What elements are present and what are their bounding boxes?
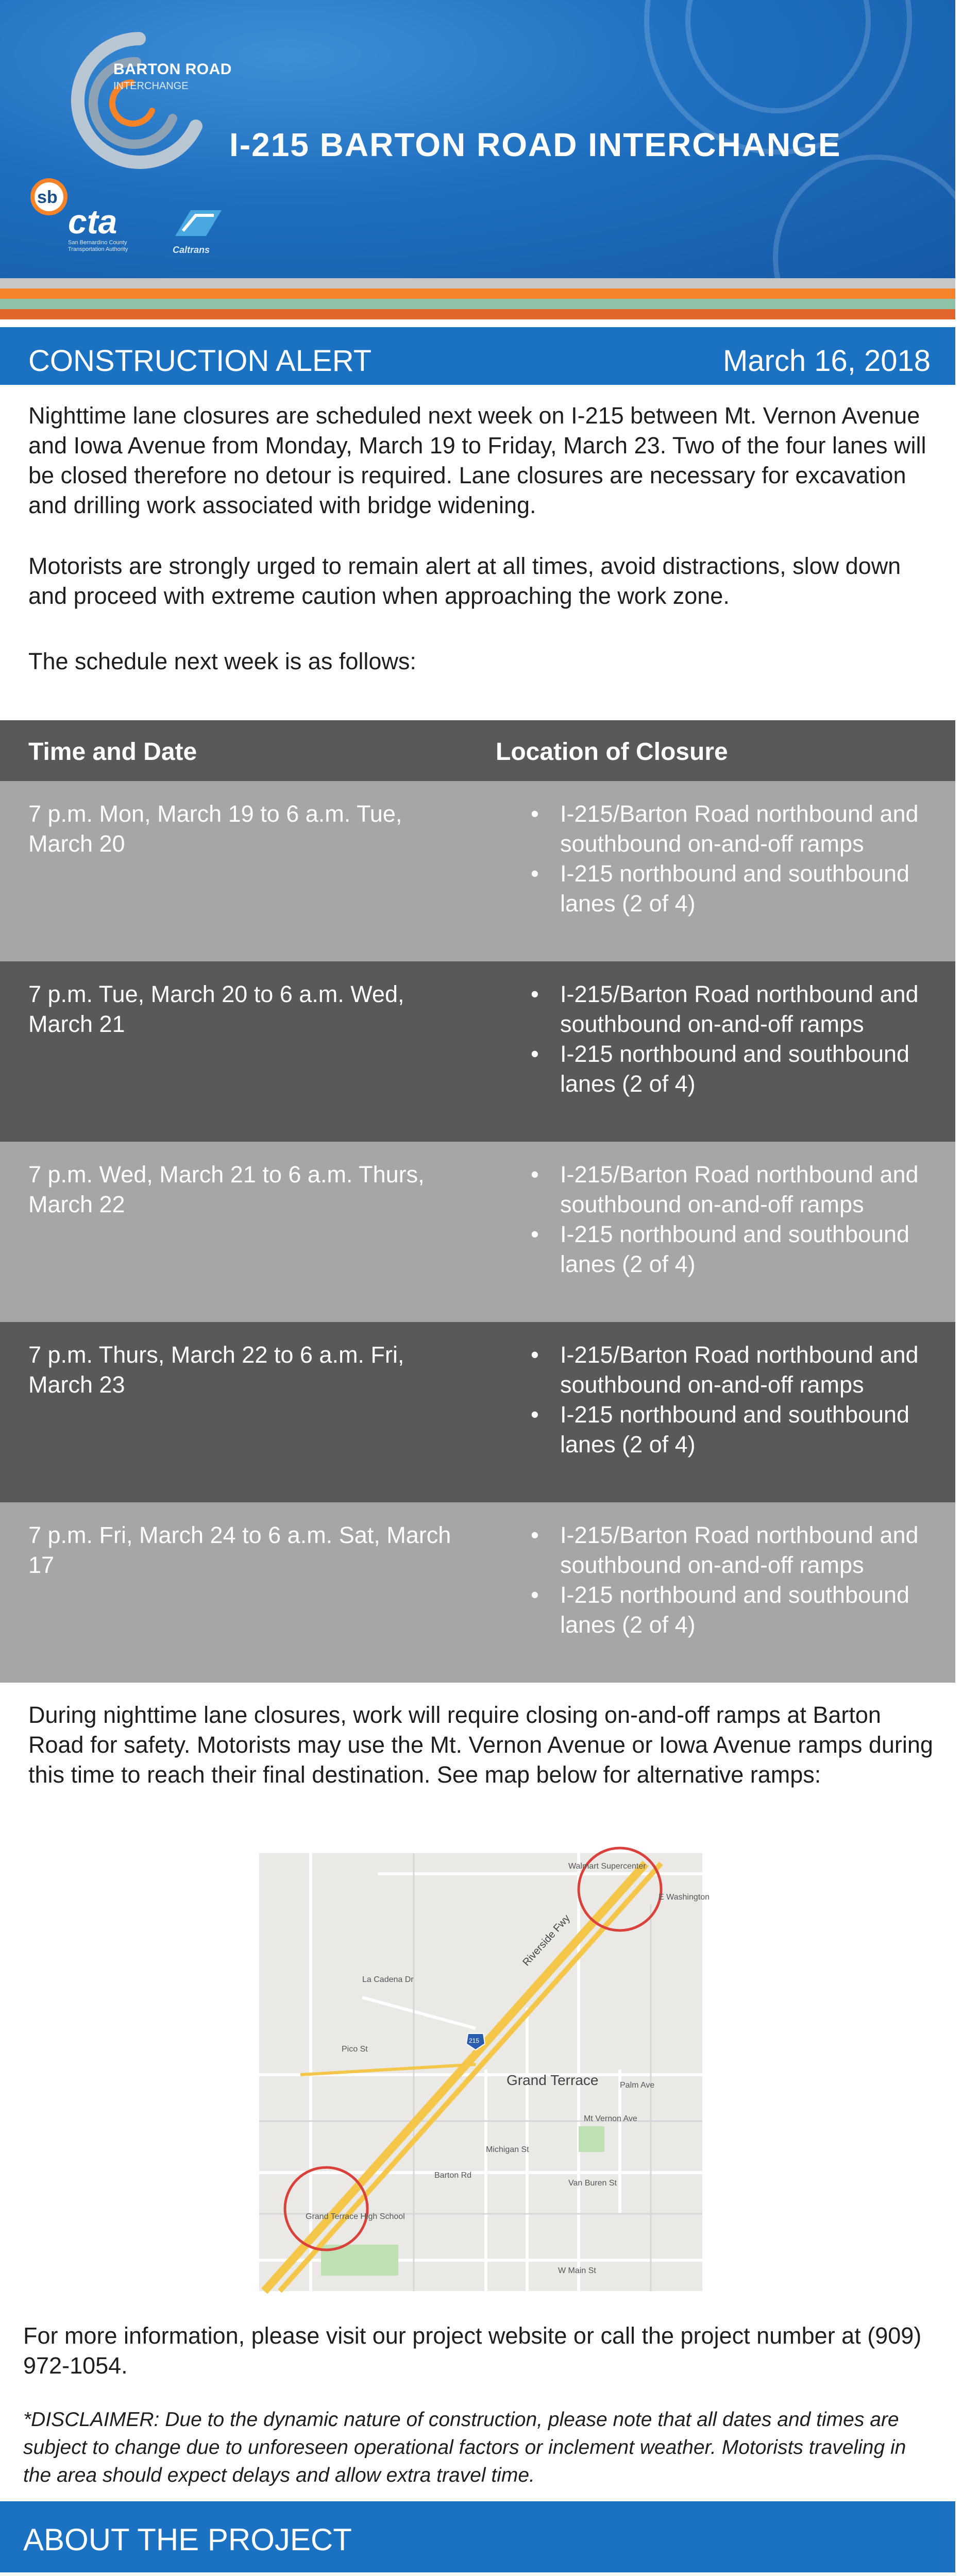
map-label-washington: E Washington: [659, 1893, 710, 1902]
alert-date: March 16, 2018: [722, 344, 931, 378]
location-item: • I-215 northbound and southbound lanes (2 of 4): [531, 1039, 933, 1099]
disclaimer-text: *DISCLAIMER: Due to the dynamic nature of construction, please note that all dates and times are subject to change due to unforeseen operational factors or inclement weather. Motorists traveling in the area should expect delays and allow extra travel time.: [23, 2409, 906, 2486]
map-label-van-buren: Van Buren St: [568, 2179, 617, 2188]
intro-paragraph-1: Nighttime lane closures are scheduled next week on I-215 between Mt. Vernon Avenue and Iowa Avenue from Monday, March 19 to Friday, March 23. Two of the four lanes will be closed therefore no detour is required. Lane closures are necessary for excavation and drilling work associated with bridge widening.: [28, 402, 926, 518]
location-item: • I-215 northbound and southbound lanes (2 of 4): [531, 1580, 933, 1640]
row-time: 7 p.m. Mon, March 19 to 6 a.m. Tue, March 20: [28, 801, 402, 857]
closure-note: During nighttime lane closures, work will require closing on-and-off ramps at Barton Road for safety. Motorists may use the Mt. Vernon Avenue or Iowa Avenue ramps during this time to reach their final destination. See map below for alternative ramps:: [28, 1702, 933, 1788]
table-row: [0, 961, 955, 1142]
location-item: • I-215 northbound and southbound lanes (2 of 4): [531, 859, 933, 919]
table-row: [0, 1142, 955, 1322]
location-item: • I-215/Barton Road northbound and southbound on-and-off ramps: [531, 1340, 933, 1400]
location-item: • I-215/Barton Road northbound and southbound on-and-off ramps: [531, 1520, 933, 1580]
row-locations: [531, 1340, 933, 1460]
row-locations: [531, 1520, 933, 1640]
header-location: Location of Closure: [496, 738, 728, 766]
map-label-michigan: Michigan St: [486, 2145, 529, 2154]
row-time: 7 p.m. Thurs, March 22 to 6 a.m. Fri, March 23: [28, 1342, 404, 1398]
map-shield-label: 215: [469, 2037, 480, 2044]
row-time: 7 p.m. Wed, March 21 to 6 a.m. Thurs, March 22: [28, 1161, 425, 1217]
row-locations: [531, 979, 933, 1099]
logo-title: BARTON ROAD: [113, 61, 232, 78]
intro-paragraph-3: The schedule next week is as follows:: [28, 648, 416, 674]
location-item: • I-215 northbound and southbound lanes (2 of 4): [531, 1219, 933, 1279]
location-item: • I-215/Barton Road northbound and southbound on-and-off ramps: [531, 1160, 933, 1219]
map-label-pico: Pico St: [342, 2045, 368, 2054]
location-item: • I-215 northbound and southbound lanes (2 of 4): [531, 1400, 933, 1460]
caltrans-wordmark: Caltrans: [173, 245, 210, 255]
map-label-mt-vernon: Mt Vernon Ave: [584, 2114, 637, 2123]
row-locations: [531, 799, 933, 919]
map-label-grand-terrace: Grand Terrace: [507, 2072, 599, 2088]
table-row: [0, 1502, 955, 1683]
location-item: • I-215/Barton Road northbound and southbound on-and-off ramps: [531, 799, 933, 859]
page-title: I-215 BARTON ROAD INTERCHANGE: [229, 126, 841, 163]
about-title: ABOUT THE PROJECT: [23, 2522, 352, 2557]
map-label-school: Grand Terrace High School: [306, 2212, 405, 2221]
intro-paragraph-2: Motorists are strongly urged to remain alert at all times, avoid distractions, slow down and proceed with extreme caution when approaching the work zone.: [28, 553, 901, 609]
header-time-date: Time and Date: [28, 738, 197, 766]
map-label-walmart: Walmart Supercenter: [568, 1862, 646, 1871]
row-time: 7 p.m. Fri, March 24 to 6 a.m. Sat, March 17: [28, 1522, 451, 1578]
table-row: [0, 781, 955, 961]
map-label-main-st: W Main St: [558, 2266, 596, 2275]
about-bar: [0, 2501, 955, 2572]
map-label-barton-rd: Barton Rd: [434, 2171, 472, 2180]
row-locations: [531, 1160, 933, 1279]
alternative-ramps-map[interactable]: [259, 1853, 710, 2291]
schedule-table: [0, 720, 955, 1683]
map-graphic: [259, 1853, 710, 2291]
map-label-riverside-fwy: Riverside Fwy: [520, 1912, 572, 1969]
map-label-la-cadena: La Cadena Dr: [362, 1975, 414, 1984]
sbcta-subtitle: San Bernardino County Transportation Authority: [68, 240, 128, 252]
logo-subtitle: INTERCHANGE: [113, 80, 189, 92]
alert-bar: [0, 327, 955, 385]
sbcta-wordmark: cta: [68, 202, 117, 241]
more-info-text: For more information, please visit our project website or call the project number at (909) 972-1054.: [23, 2323, 922, 2379]
map-label-palm: Palm Ave: [620, 2081, 655, 2090]
header-stripes: [0, 278, 955, 319]
header-banner: [0, 0, 955, 278]
svg-text:sb: sb: [37, 188, 58, 207]
alert-label: CONSTRUCTION ALERT: [28, 344, 372, 378]
row-time: 7 p.m. Tue, March 20 to 6 a.m. Wed, March 21: [28, 981, 404, 1037]
table-header: [0, 720, 955, 781]
location-item: • I-215/Barton Road northbound and southbound on-and-off ramps: [531, 979, 933, 1039]
table-row: [0, 1322, 955, 1502]
